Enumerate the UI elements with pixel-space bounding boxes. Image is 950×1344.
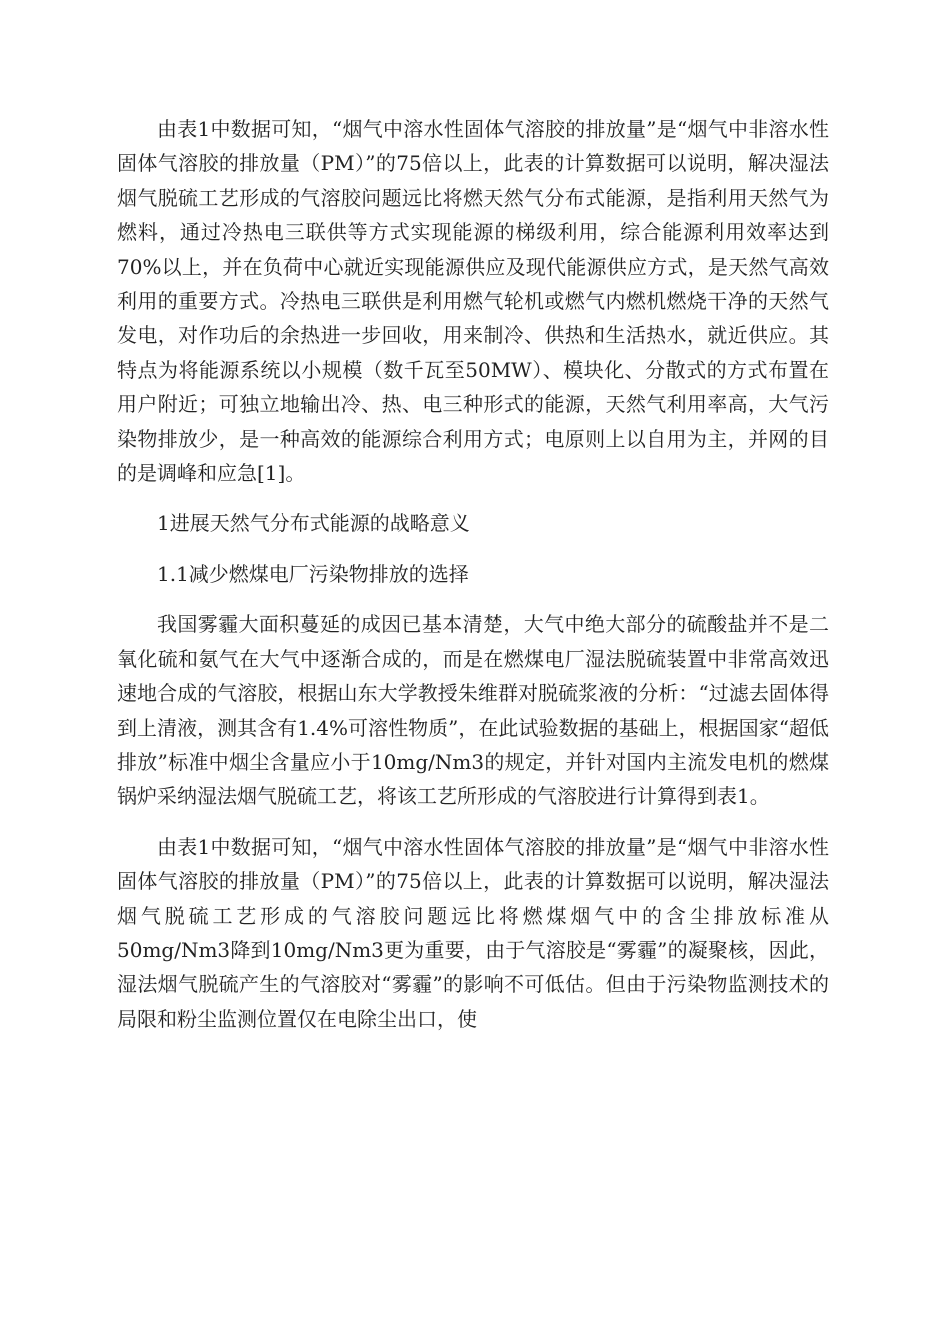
paragraph-intro: 由表1中数据可知，“烟气中溶水性固体气溶胶的排放量”是“烟气中非溶水性固体气溶胶的排放量（PM）”的75倍以上，此表的计算数据可以说明，解决湿法烟气脱硫工艺形成的气溶胶问题远比将燃天然气分布式能源，是指利用天然气为燃料，通过冷热电三联供等方式实现能源的梯级利用，综合能源利用效率达到70%以上，并在负荷中心就近实现能源供应及现代能源供应方式，是天然气高效利用的重要方式。冷热电三联供是利用燃气轮机或燃气内燃机燃烧干净的天然气发电，对作功后的余热进一步回收，用来制冷、供热和生活热水，就近供应。其特点为将能源系统以小规模（数千瓦至50MW）、模块化、分散式的方式布置在用户附近；可独立地输出冷、热、电三种形式的能源，天然气利用率高，大气污染物排放少，是一种高效的能源综合利用方式；电原则上以自用为主，并网的目的是调峰和应急[1]。 — [117, 117, 829, 486]
paragraph-haze-causes: 我国雾霾大面积蔓延的成因已基本清楚，大气中绝大部分的硫酸盐并不是二氧化硫和氨气在大气中逐渐合成的，而是在燃煤电厂湿法脱硫装置中非常高效迅速地合成的气溶胶，根据山东大学教授朱维群对脱硫浆液的分析：“过滤去固体得到上清液，测其含有1.4%可溶性物质”，在此试验数据的基础上，根据国家“超低排放”标准中烟尘含量应小于10mg/Nm3的规定，并针对国内主流发电机的燃煤锅炉采纳湿法烟气脱硫工艺，将该工艺所形成的气溶胶进行计算得到表1。 — [117, 612, 829, 809]
section-heading: 1进展天然气分布式能源的战略意义 — [157, 511, 470, 536]
paragraph-table-analysis: 由表1中数据可知，“烟气中溶水性固体气溶胶的排放量”是“烟气中非溶水性固体气溶胶的排放量（PM）”的75倍以上，此表的计算数据可以说明，解决湿法烟气脱硫工艺形成的气溶胶问题远比将燃煤烟气中的含尘排放标准从50mg/Nm3降到10mg/Nm3更为重要，由于气溶胶是“雾霾”的凝聚核，因此，湿法烟气脱硫产生的气溶胶对“雾霾”的影响不可低估。但由于污染物监测技术的局限和粉尘监测位置仅在电除尘出口，使 — [117, 834, 829, 1031]
document-body — [117, 112, 829, 1052]
subsection-heading: 1.1减少燃煤电厂污染物排放的选择 — [157, 561, 469, 586]
